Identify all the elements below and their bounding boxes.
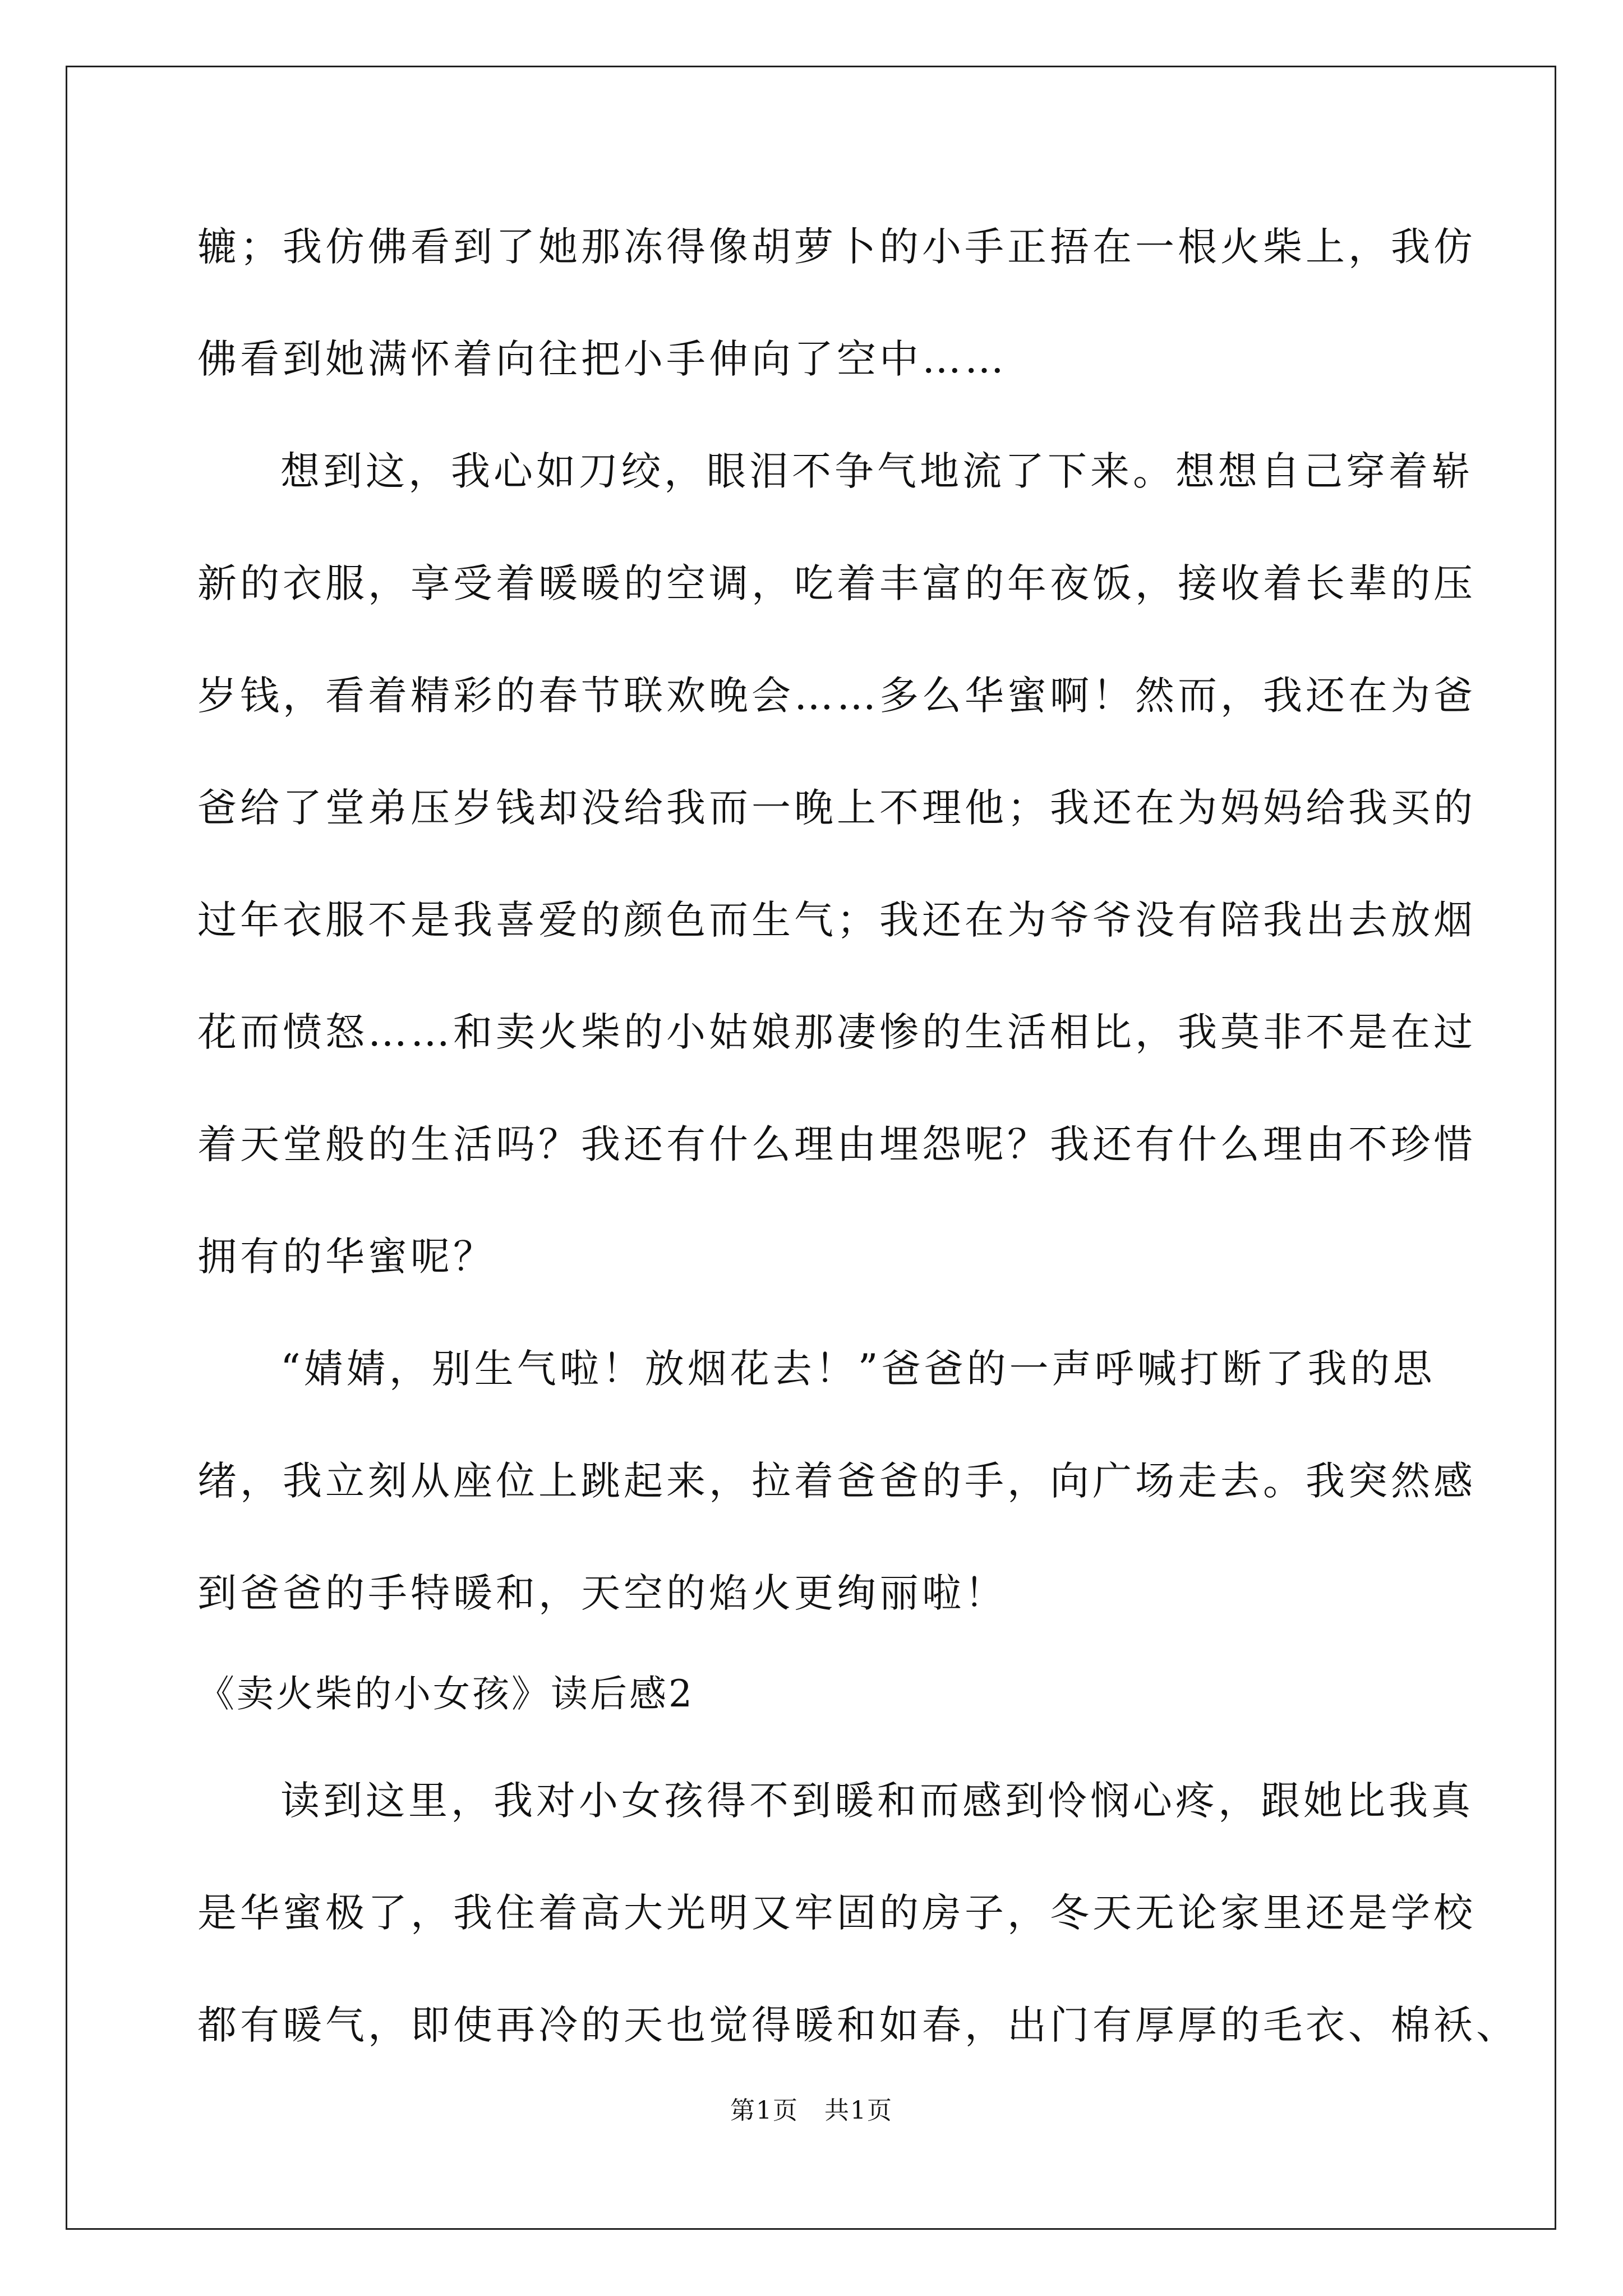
paragraph-start-line: 读到这里，我对小女孩得不到暖和而感到怜悯心疼，跟她比我真 [280, 1778, 1474, 1824]
text-line: 新的衣服，享受着暖暖的空调，吃着丰富的年夜饭，接收着长辈的压 [197, 560, 1476, 606]
text-line: 花而愤怒……和卖火柴的小姑娘那凄惨的生活相比，我莫非不是在过 [197, 1009, 1476, 1055]
page-number-footer: 第1页 共1页 [730, 2096, 893, 2125]
text-line: 佛看到她满怀着向往把小手伸向了空中…… [197, 336, 1007, 382]
text-line: 都有暖气，即使再冷的天也觉得暖和如春，出门有厚厚的毛衣、棉袄、 [197, 2002, 1519, 2048]
text-line: 过年衣服不是我喜爱的颜色而生气；我还在为爷爷没有陪我出去放烟 [197, 897, 1476, 943]
text-line: 是华蜜极了，我住着高大光明又牢固的房子，冬天无论家里还是学校 [197, 1890, 1476, 1936]
section-heading: 《卖火柴的小女孩》读后感2 [197, 1672, 694, 1715]
paragraph-start-line: “婧婧，别生气啦！放烟花去！”爸爸的一声呼喊打断了我的思 [280, 1346, 1436, 1392]
text-line: 绪，我立刻从座位上跳起来，拉着爸爸的手，向广场走去。我突然感 [197, 1458, 1476, 1504]
text-line: 爸给了堂弟压岁钱却没给我而一晚上不理他；我还在为妈妈给我买的 [197, 785, 1476, 831]
text-line: 岁钱，看着精彩的春节联欢晚会……多么华蜜啊！然而，我还在为爸 [197, 673, 1476, 719]
paragraph-start-line: 想到这，我心如刀绞，眼泪不争气地流了下来。想想自己穿着崭 [280, 448, 1474, 494]
text-line: 辘；我仿佛看到了她那冻得像胡萝卜的小手正捂在一根火柴上，我仿 [197, 224, 1476, 270]
text-line: 拥有的华蜜呢？ [197, 1234, 496, 1280]
text-line: 到爸爸的手特暖和，天空的焰火更绚丽啦！ [197, 1570, 1007, 1616]
text-line: 着天堂般的生活吗？我还有什么理由埋怨呢？我还有什么理由不珍惜 [197, 1121, 1476, 1167]
